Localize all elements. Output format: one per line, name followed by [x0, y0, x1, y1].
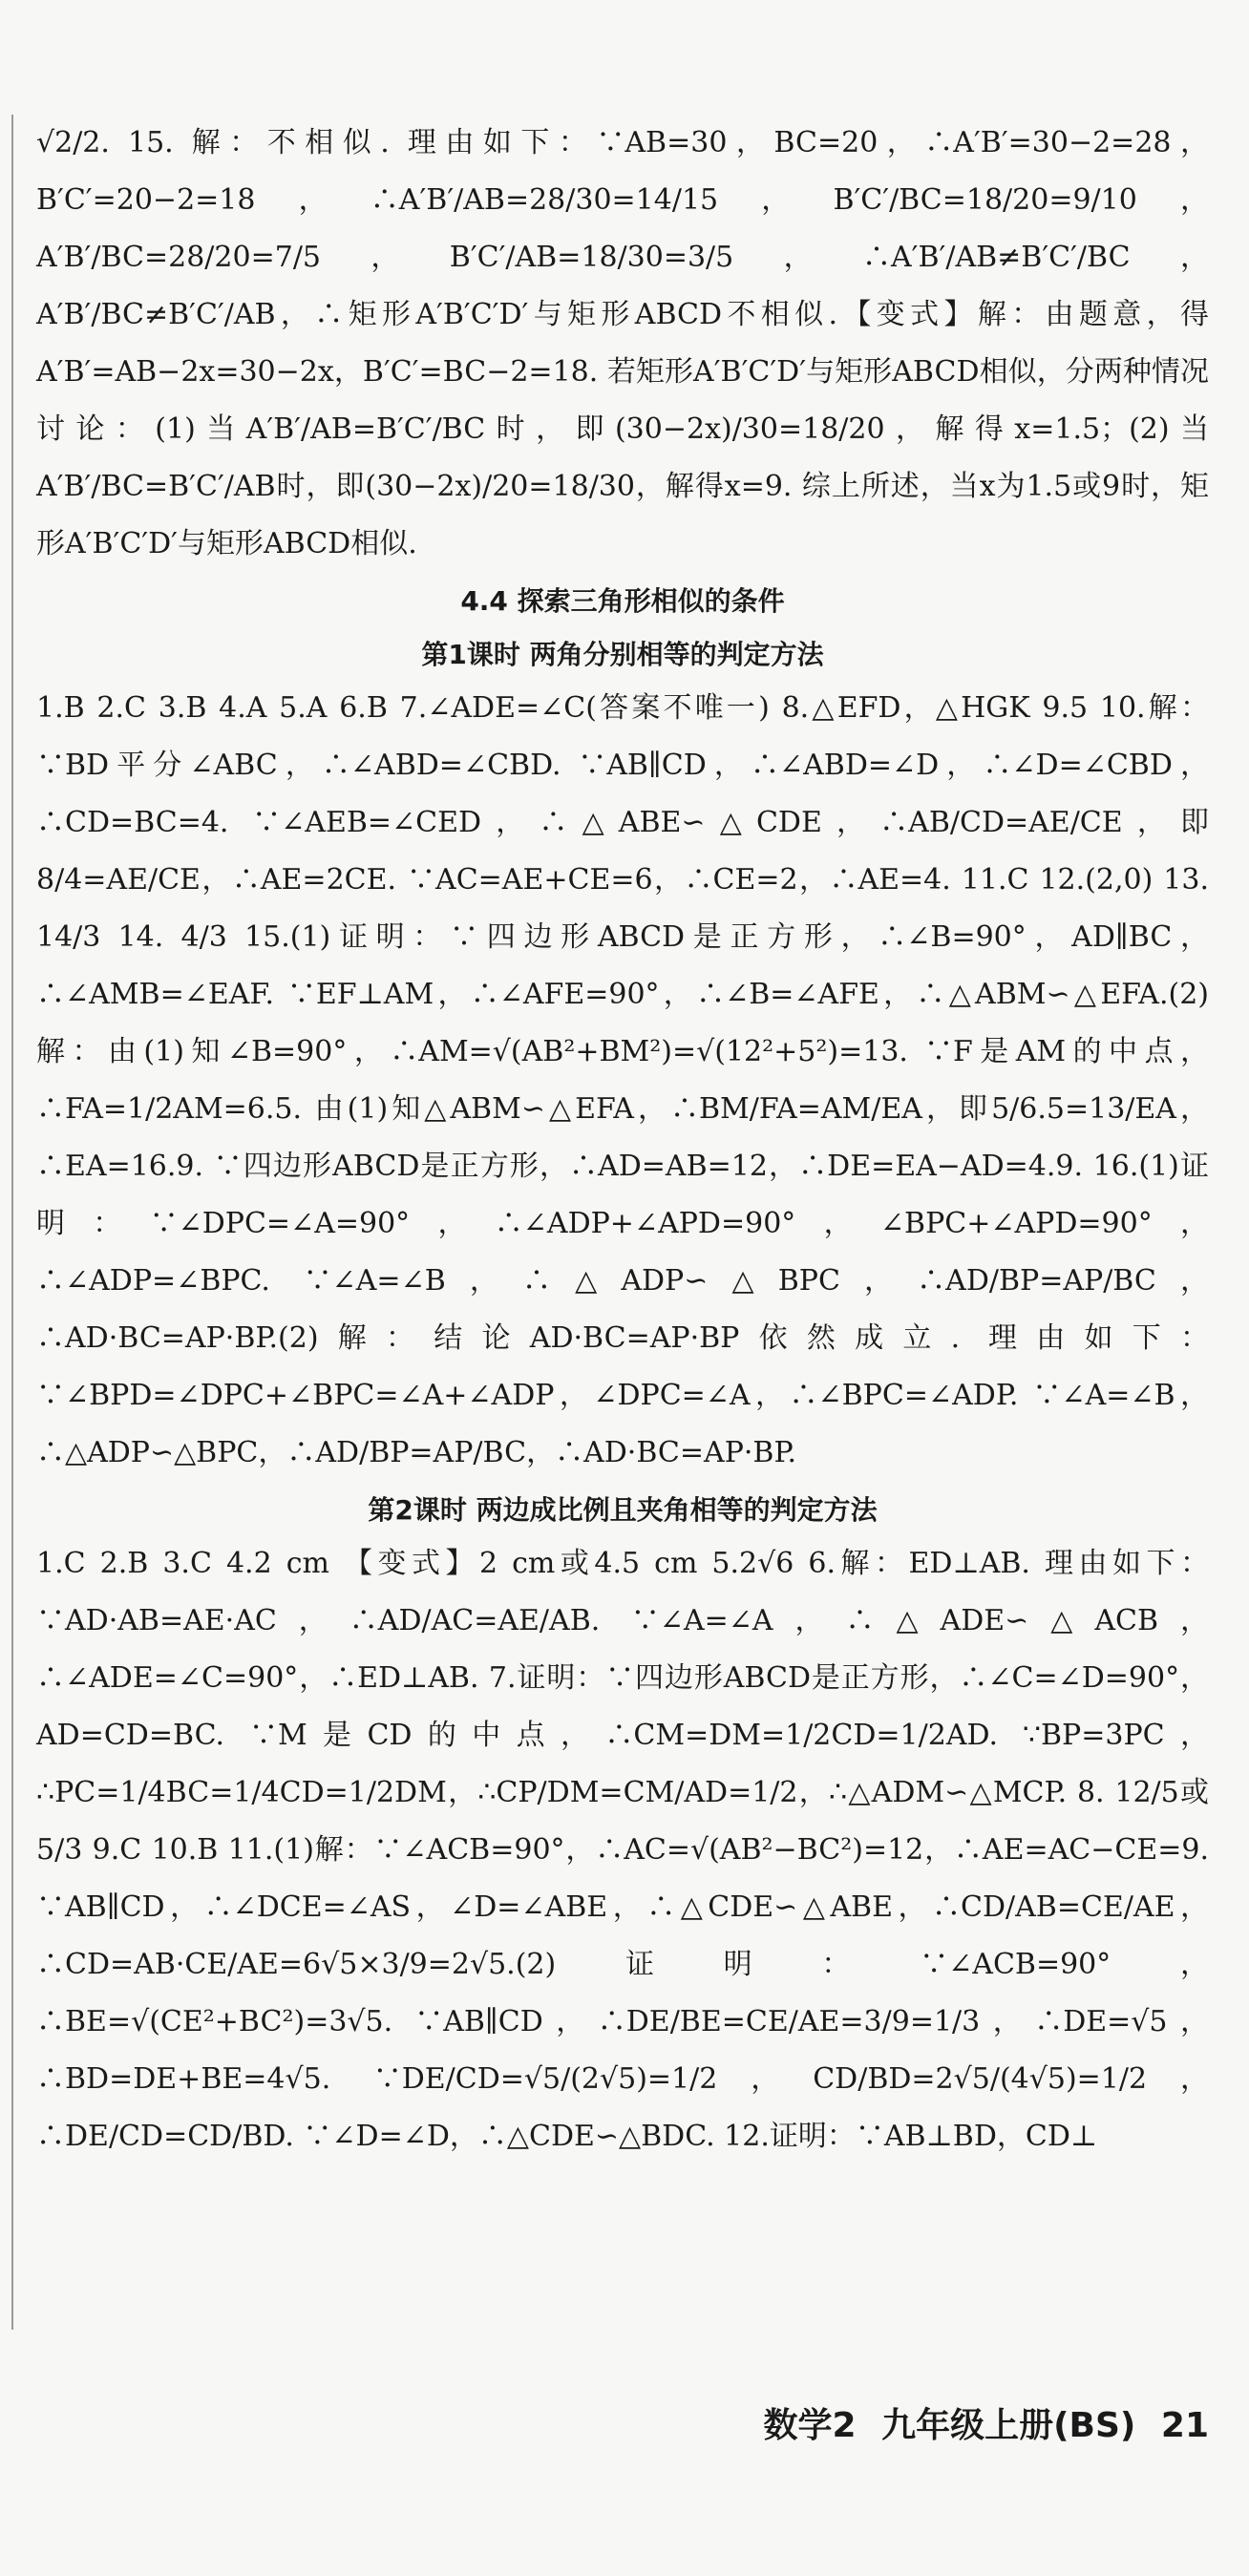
lesson2-heading: 第2课时 两边成比例且夹角相等的判定方法: [368, 1494, 878, 1526]
answer-content: [36, 115, 1209, 2165]
left-margin-rule: [11, 115, 13, 2330]
answer-block-top: √2/2. 15. 解：不相似. 理由如下：∵AB=30，BC=20，∴A′B′=30−2=28，B′C′=20−2=18，∴A′B′/AB=28/30=14/15，B′C′/BC=18/20=9/10，A′B′/BC=28/20=7/5，B′C′/AB=18/30=3/5，∴A′B′/AB≠B′C′/BC，A′B′/BC≠B′C′/AB，∴矩形A′B′C′D′与矩形ABCD不相似.【变式】解：由题意，得A′B′=AB−2x=30−2x，B′C′=BC−2=18. 若矩形A′B′C′D′与矩形ABCD相似，分两种情况讨论：(1)当A′B′/AB=B′C′/BC时，即(30−2x)/30=18/20，解得x=1.5；(2)当A′B′/BC=B′C′/AB时，即(30−2x)/20=18/30，解得x=9. 综上所述，当x为1.5或9时，矩形A′B′C′D′与矩形ABCD相似.: [36, 126, 1209, 560]
page-number: 21: [1160, 2406, 1209, 2445]
lesson1-heading: 第1课时 两角分别相等的判定方法: [421, 639, 824, 670]
section-heading: 4.4 探索三角形相似的条件: [460, 585, 785, 617]
footer-grade: 九年级上册(BS): [881, 2406, 1136, 2445]
footer-subject: 数学2: [763, 2406, 857, 2445]
lesson1-answers: 1.B 2.C 3.B 4.A 5.A 6.B 7.∠ADE=∠C(答案不唯一) 8.△EFD，△HGK 9.5 10.解：∵BD平分∠ABC，∴∠ABD=∠CBD. ∵AB∥CD，∴∠ABD=∠D，∴∠D=∠CBD，∴CD=BC=4. ∵∠AEB=∠CED，∴△ABE∽△CDE，∴AB/CD=AE/CE，即8/4=AE/CE，∴AE=2CE. ∵AC=AE+CE=6，∴CE=2，∴AE=4. 11.C 12.(2,0) 13. 14/3 14. 4/3 15.(1)证明：∵四边形ABCD是正方形，∴∠B=90°，AD∥BC，∴∠AMB=∠EAF. ∵EF⊥AM，∴∠AFE=90°，∴∠B=∠AFE，∴△ABM∽△EFA.(2)解：由(1)知∠B=90°，∴AM=√(AB²+BM²)=√(12²+5²)=13. ∵F是AM的中点，∴FA=1/2AM=6.5. 由(1)知△ABM∽△EFA，∴BM/FA=AM/EA，即5/6.5=13/EA，∴EA=16.9. ∵四边形ABCD是正方形，∴AD=AB=12，∴DE=EA−AD=4.9. 16.(1)证明：∵∠DPC=∠A=90°，∴∠ADP+∠APD=90°，∠BPC+∠APD=90°，∴∠ADP=∠BPC. ∵∠A=∠B，∴△ADP∽△BPC，∴AD/BP=AP/BC，∴AD·BC=AP·BP.(2)解：结论AD·BC=AP·BP依然成立. 理由如下：∵∠BPD=∠DPC+∠BPC=∠A+∠ADP，∠DPC=∠A，∴∠BPC=∠ADP. ∵∠A=∠B，∴△ADP∽△BPC，∴AD/BP=AP/BC，∴AD·BC=AP·BP.: [36, 691, 1209, 1469]
lesson2-answers: 1.C 2.B 3.C 4.2 cm 【变式】2 cm或4.5 cm 5.2√6 6.解：ED⊥AB. 理由如下：∵AD·AB=AE·AC，∴AD/AC=AE/AB. ∵∠A=∠A，∴△ADE∽△ACB，∴∠ADE=∠C=90°，∴ED⊥AB. 7.证明：∵四边形ABCD是正方形，∴∠C=∠D=90°，AD=CD=BC. ∵M是CD的中点，∴CM=DM=1/2CD=1/2AD. ∵BP=3PC，∴PC=1/4BC=1/4CD=1/2DM，∴CP/DM=CM/AD=1/2，∴△ADM∽△MCP. 8. 12/5或5/3 9.C 10.B 11.(1)解：∵∠ACB=90°，∴AC=√(AB²−BC²)=12，∴AE=AC−CE=9. ∵AB∥CD，∴∠DCE=∠AS，∠D=∠ABE，∴△CDE∽△ABE，∴CD/AB=CE/AE，∴CD=AB·CE/AE=6√5×3/9=2√5.(2)证明：∵∠ACB=90°，∴BE=√(CE²+BC²)=3√5. ∵AB∥CD，∴DE/BE=CE/AE=3/9=1/3，∴DE=√5，∴BD=DE+BE=4√5. ∵DE/CD=√5/(2√5)=1/2，CD/BD=2√5/(4√5)=1/2，∴DE/CD=CD/BD. ∵∠D=∠D，∴△CDE∽△BDC. 12.证明：∵AB⊥BD，CD⊥: [36, 1547, 1209, 2153]
page-footer: [750, 2398, 1209, 2447]
